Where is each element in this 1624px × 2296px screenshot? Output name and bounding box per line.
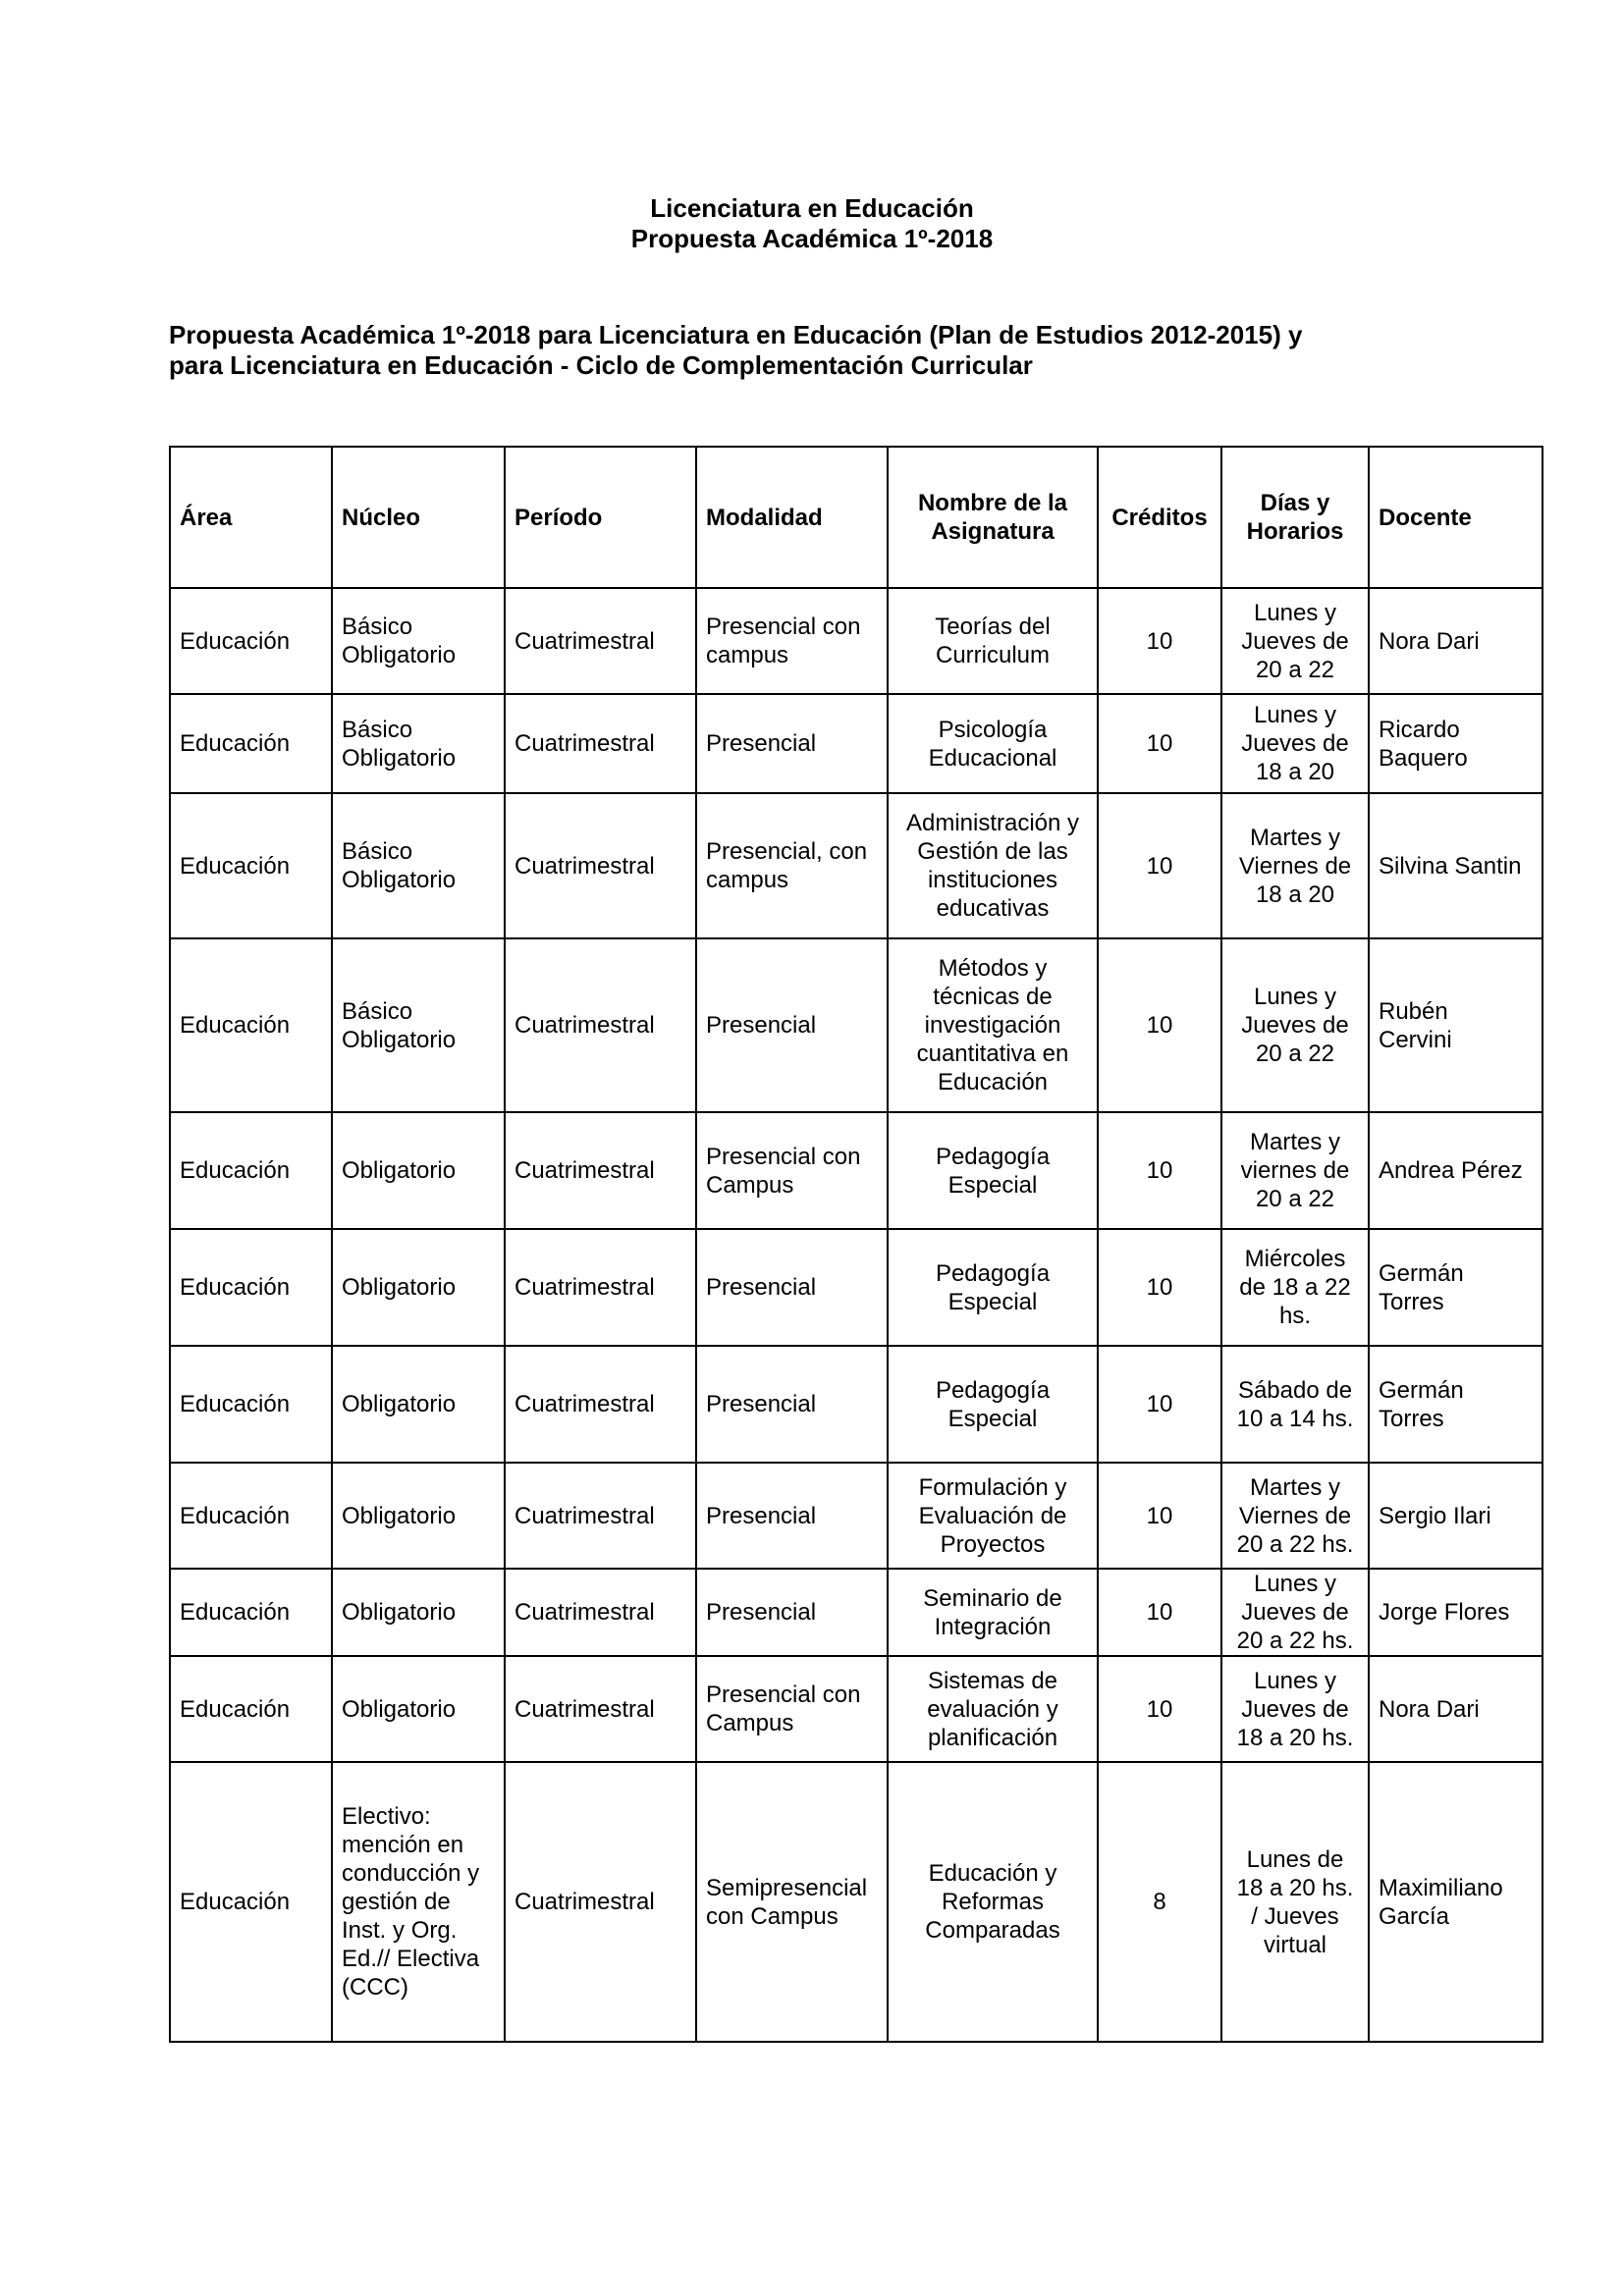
cell-line: Cuatrimestral bbox=[514, 1889, 655, 1915]
cell-line: Lunes y bbox=[1253, 1571, 1337, 1597]
cell-area bbox=[170, 1346, 332, 1463]
cell-line: Pedagogía bbox=[935, 1143, 1051, 1170]
cell-horarios bbox=[1221, 1656, 1369, 1762]
column-header-modalidad bbox=[696, 447, 888, 588]
cell-line: Gestión de las bbox=[917, 838, 1068, 865]
cell-line: 10 bbox=[1146, 730, 1173, 757]
cell-line: Germán bbox=[1379, 1259, 1464, 1287]
cell-horarios bbox=[1221, 1229, 1369, 1346]
cell-line: Básico bbox=[342, 614, 413, 640]
cell-line: Seminario de bbox=[923, 1584, 1062, 1612]
cell-line: Semipresencial bbox=[706, 1874, 868, 1901]
cell-creditos bbox=[1098, 1346, 1221, 1463]
column-header-docente bbox=[1369, 447, 1543, 588]
cell-nucleo bbox=[332, 1229, 505, 1346]
cell-modalidad bbox=[696, 1229, 888, 1346]
cell-creditos bbox=[1098, 694, 1221, 793]
cell-line: Especial bbox=[947, 1171, 1038, 1199]
cell-line: Cuatrimestral bbox=[514, 1599, 655, 1626]
cell-line: Lunes de bbox=[1246, 1845, 1344, 1873]
cell-line: Presencial bbox=[706, 1502, 817, 1529]
cell-horarios bbox=[1221, 1463, 1369, 1569]
cell-line: Torres bbox=[1379, 1405, 1444, 1432]
cell-line: Educación bbox=[180, 1599, 291, 1626]
document-subtitle bbox=[169, 320, 1445, 381]
cell-line: Educación bbox=[180, 1502, 291, 1529]
cell-line: 10 bbox=[1146, 1502, 1173, 1529]
cell-line: Lunes y bbox=[1253, 984, 1337, 1010]
cell-line: Proyectos bbox=[940, 1530, 1046, 1558]
cell-line: Educación bbox=[180, 852, 291, 880]
cell-line: Torres bbox=[1379, 1288, 1444, 1315]
cell-line: Métodos y bbox=[938, 955, 1048, 982]
cell-line: Lunes y bbox=[1253, 1667, 1337, 1694]
cell-line: educativas bbox=[936, 895, 1050, 922]
cell-docente bbox=[1369, 1112, 1543, 1229]
cell-line: Especial bbox=[947, 1405, 1038, 1432]
cell-asignatura bbox=[888, 793, 1098, 938]
cell-line: García bbox=[1379, 1902, 1450, 1930]
column-header-nucleo bbox=[332, 447, 505, 588]
cell-periodo bbox=[505, 1656, 696, 1762]
column-header-label: Área bbox=[180, 504, 233, 531]
cell-asignatura bbox=[888, 938, 1098, 1112]
cell-line: técnicas de bbox=[933, 984, 1053, 1010]
cell-line: Reformas bbox=[941, 1889, 1045, 1915]
cell-docente bbox=[1369, 938, 1543, 1112]
cell-line: 20 a 22 bbox=[1255, 1041, 1335, 1067]
cell-line: Pedagogía bbox=[935, 1259, 1051, 1287]
cell-periodo bbox=[505, 1112, 696, 1229]
column-header-area bbox=[170, 447, 332, 588]
cell-line: Básico bbox=[342, 838, 413, 865]
cell-line: gestión de bbox=[342, 1889, 451, 1915]
cell-line: Jueves de bbox=[1241, 627, 1349, 655]
cell-area bbox=[170, 1112, 332, 1229]
cell-line: Obligatorio bbox=[342, 1502, 457, 1529]
cell-line: Evaluación de bbox=[918, 1502, 1067, 1529]
cell-line: Lunes y bbox=[1253, 702, 1337, 728]
cell-modalidad bbox=[696, 1463, 888, 1569]
cell-line: Psicología bbox=[938, 716, 1048, 743]
cell-modalidad bbox=[696, 588, 888, 694]
cell-nucleo bbox=[332, 1656, 505, 1762]
cell-area bbox=[170, 938, 332, 1112]
cell-horarios bbox=[1221, 1112, 1369, 1229]
cell-line: 8 bbox=[1153, 1889, 1166, 1915]
cell-line: Presencial bbox=[706, 1599, 817, 1626]
cell-line: Cuatrimestral bbox=[514, 1695, 655, 1723]
cell-line: Presencial bbox=[706, 1012, 817, 1039]
cell-line: Comparadas bbox=[925, 1917, 1060, 1944]
cell-nucleo bbox=[332, 1112, 505, 1229]
cell-line: Educación bbox=[180, 1157, 291, 1184]
cell-line: hs. bbox=[1278, 1303, 1311, 1329]
cell-line: Formulación y bbox=[918, 1473, 1067, 1501]
cell-line: Jueves de bbox=[1241, 1695, 1349, 1723]
cell-line: 10 bbox=[1146, 1391, 1173, 1417]
cell-horarios bbox=[1221, 588, 1369, 694]
column-header-label: Período bbox=[514, 504, 603, 531]
cell-line: Ed.// Electiva bbox=[342, 1946, 480, 1972]
cell-line: Inst. y Org. bbox=[342, 1917, 458, 1944]
column-header-horarios bbox=[1221, 447, 1369, 588]
cell-line: cuantitativa en bbox=[916, 1041, 1069, 1067]
cell-modalidad bbox=[696, 694, 888, 793]
column-header-asignatura bbox=[888, 447, 1098, 588]
cell-modalidad bbox=[696, 1762, 888, 2042]
cell-line: Obligatorio bbox=[342, 1026, 457, 1053]
cell-line: de 18 a 22 bbox=[1239, 1274, 1351, 1301]
cell-line: Germán bbox=[1379, 1376, 1464, 1404]
cell-nucleo bbox=[332, 588, 505, 694]
cell-line: con Campus bbox=[706, 1902, 839, 1930]
cell-periodo bbox=[505, 793, 696, 938]
cell-line: Presencial con bbox=[706, 614, 861, 640]
cell-line: 10 bbox=[1146, 1695, 1173, 1723]
cell-creditos bbox=[1098, 1569, 1221, 1656]
title-line-2: Propuesta Académica 1º-2018 bbox=[630, 224, 994, 253]
cell-line: Presencial, con bbox=[706, 838, 868, 865]
cell-line: Obligatorio bbox=[342, 744, 457, 772]
cell-line: Básico bbox=[342, 997, 413, 1025]
column-header-label: Asignatura bbox=[931, 518, 1055, 545]
cell-line: Jueves de bbox=[1241, 730, 1349, 757]
cell-area bbox=[170, 1656, 332, 1762]
cell-line: 10 a 14 hs. bbox=[1236, 1405, 1354, 1432]
cell-line: Educacional bbox=[928, 744, 1057, 772]
course-table bbox=[169, 446, 1543, 2043]
cell-periodo bbox=[505, 1346, 696, 1463]
cell-line: campus bbox=[706, 867, 789, 893]
cell-creditos bbox=[1098, 1112, 1221, 1229]
cell-line: Jueves de bbox=[1241, 1599, 1349, 1626]
cell-line: Viernes de bbox=[1238, 852, 1352, 880]
table-row bbox=[170, 1463, 1543, 1569]
cell-line: Presencial con bbox=[706, 1143, 861, 1170]
cell-modalidad bbox=[696, 793, 888, 938]
cell-horarios bbox=[1221, 793, 1369, 938]
cell-creditos bbox=[1098, 1762, 1221, 2042]
cell-creditos bbox=[1098, 1656, 1221, 1762]
cell-line: Martes y bbox=[1249, 1473, 1340, 1501]
cell-line: Educación y bbox=[928, 1860, 1057, 1887]
cell-line: Silvina Santin bbox=[1379, 852, 1522, 880]
cell-line: Electivo: bbox=[342, 1803, 431, 1830]
table-row bbox=[170, 938, 1543, 1112]
cell-area bbox=[170, 588, 332, 694]
cell-line: Maximiliano bbox=[1379, 1874, 1503, 1901]
cell-line: Andrea Pérez bbox=[1379, 1157, 1523, 1184]
cell-line: Obligatorio bbox=[342, 642, 457, 668]
cell-asignatura bbox=[888, 1463, 1098, 1569]
column-header-label: Créditos bbox=[1111, 504, 1208, 531]
column-header-label: Modalidad bbox=[706, 504, 823, 531]
cell-line: mención en bbox=[342, 1832, 464, 1858]
cell-line: investigación bbox=[924, 1012, 1061, 1039]
cell-nucleo bbox=[332, 938, 505, 1112]
table-row bbox=[170, 588, 1543, 694]
table-row bbox=[170, 1656, 1543, 1762]
column-header-label: Nombre de la bbox=[917, 490, 1068, 516]
cell-asignatura bbox=[888, 1762, 1098, 2042]
document-title bbox=[0, 193, 1624, 254]
table-row bbox=[170, 1569, 1543, 1656]
cell-line: Rubén bbox=[1379, 997, 1448, 1025]
cell-periodo bbox=[505, 694, 696, 793]
cell-line: Cuatrimestral bbox=[514, 730, 655, 757]
cell-line: Básico bbox=[342, 716, 413, 743]
cell-periodo bbox=[505, 1229, 696, 1346]
cell-line: Martes y bbox=[1249, 824, 1340, 851]
cell-asignatura bbox=[888, 1346, 1098, 1463]
table-row bbox=[170, 1229, 1543, 1346]
cell-line: 20 a 22 bbox=[1255, 656, 1335, 683]
cell-line: Educación bbox=[180, 1889, 291, 1915]
cell-docente bbox=[1369, 1656, 1543, 1762]
cell-line: Obligatorio bbox=[342, 1599, 457, 1626]
cell-asignatura bbox=[888, 1229, 1098, 1346]
cell-line: 20 a 22 bbox=[1255, 1186, 1335, 1212]
cell-docente bbox=[1369, 793, 1543, 938]
column-header-label: Horarios bbox=[1246, 518, 1344, 545]
cell-line: Sergio Ilari bbox=[1379, 1502, 1491, 1529]
cell-horarios bbox=[1221, 1569, 1369, 1656]
cell-horarios bbox=[1221, 1346, 1369, 1463]
table-header-row bbox=[170, 447, 1543, 588]
cell-nucleo bbox=[332, 793, 505, 938]
cell-docente bbox=[1369, 694, 1543, 793]
cell-line: (CCC) bbox=[342, 1974, 408, 2001]
cell-docente bbox=[1369, 1569, 1543, 1656]
cell-line: Curriculum bbox=[935, 642, 1050, 668]
table-row bbox=[170, 1346, 1543, 1463]
cell-area bbox=[170, 1463, 332, 1569]
cell-line: Pedagogía bbox=[935, 1376, 1051, 1404]
cell-line: Educación bbox=[180, 1274, 291, 1301]
cell-line: 18 a 20 bbox=[1255, 759, 1335, 785]
cell-modalidad bbox=[696, 1112, 888, 1229]
cell-line: Cuatrimestral bbox=[514, 1157, 655, 1184]
cell-line: 10 bbox=[1146, 1274, 1173, 1301]
cell-horarios bbox=[1221, 938, 1369, 1112]
cell-line: viernes de bbox=[1240, 1157, 1350, 1184]
cell-line: virtual bbox=[1263, 1931, 1327, 1958]
cell-asignatura bbox=[888, 694, 1098, 793]
cell-creditos bbox=[1098, 793, 1221, 938]
cell-line: Nora Dari bbox=[1379, 1695, 1480, 1723]
cell-line: Presencial bbox=[706, 730, 817, 757]
cell-nucleo bbox=[332, 694, 505, 793]
cell-periodo bbox=[505, 588, 696, 694]
cell-line: Campus bbox=[706, 1710, 794, 1736]
cell-line: Cuatrimestral bbox=[514, 1012, 655, 1039]
cell-line: Miércoles bbox=[1244, 1246, 1346, 1272]
subtitle-line-1: Propuesta Académica 1º-2018 para Licenciatura en Educación (Plan de Estudios 2012-2015) y bbox=[169, 320, 1303, 349]
cell-line: planificación bbox=[927, 1724, 1058, 1751]
cell-line: campus bbox=[706, 642, 789, 668]
cell-area bbox=[170, 694, 332, 793]
cell-modalidad bbox=[696, 1346, 888, 1463]
cell-line: Nora Dari bbox=[1379, 627, 1480, 655]
cell-line: Obligatorio bbox=[342, 1274, 457, 1301]
cell-creditos bbox=[1098, 1229, 1221, 1346]
cell-asignatura bbox=[888, 1656, 1098, 1762]
cell-creditos bbox=[1098, 588, 1221, 694]
cell-line: / Jueves bbox=[1251, 1902, 1339, 1930]
cell-line: Presencial con bbox=[706, 1682, 861, 1708]
cell-line: Martes y bbox=[1249, 1129, 1340, 1155]
cell-line: Administración y bbox=[905, 810, 1080, 836]
table-row bbox=[170, 1762, 1543, 2042]
cell-docente bbox=[1369, 1346, 1543, 1463]
cell-nucleo bbox=[332, 1762, 505, 2042]
cell-line: Educación bbox=[180, 1695, 291, 1723]
cell-asignatura bbox=[888, 1112, 1098, 1229]
cell-area bbox=[170, 1762, 332, 2042]
cell-docente bbox=[1369, 1463, 1543, 1569]
table-body bbox=[170, 588, 1543, 2042]
cell-line: Cuatrimestral bbox=[514, 1391, 655, 1417]
cell-line: Cuatrimestral bbox=[514, 1502, 655, 1529]
cell-line: 10 bbox=[1146, 852, 1173, 880]
cell-line: Integración bbox=[934, 1613, 1052, 1640]
cell-creditos bbox=[1098, 1463, 1221, 1569]
cell-periodo bbox=[505, 1463, 696, 1569]
cell-line: Sábado de bbox=[1237, 1376, 1353, 1404]
cell-area bbox=[170, 1229, 332, 1346]
column-header-label: Núcleo bbox=[342, 504, 421, 531]
cell-periodo bbox=[505, 1762, 696, 2042]
cell-line: Teorías del bbox=[935, 614, 1051, 640]
cell-line: Educación bbox=[180, 1391, 291, 1417]
cell-nucleo bbox=[332, 1569, 505, 1656]
cell-line: 10 bbox=[1146, 1599, 1173, 1626]
cell-line: Obligatorio bbox=[342, 1695, 457, 1723]
cell-modalidad bbox=[696, 938, 888, 1112]
cell-modalidad bbox=[696, 1656, 888, 1762]
cell-asignatura bbox=[888, 1569, 1098, 1656]
cell-line: 18 a 20 bbox=[1255, 881, 1335, 908]
title-line-1: Licenciatura en Educación bbox=[650, 193, 974, 223]
cell-line: 18 a 20 hs. bbox=[1236, 1874, 1354, 1901]
cell-line: Lunes y bbox=[1253, 599, 1337, 626]
cell-modalidad bbox=[696, 1569, 888, 1656]
cell-periodo bbox=[505, 1569, 696, 1656]
column-header-periodo bbox=[505, 447, 696, 588]
column-header-label: Docente bbox=[1379, 504, 1472, 531]
cell-line: Cuatrimestral bbox=[514, 627, 655, 655]
cell-line: Educación bbox=[180, 1012, 291, 1039]
cell-line: Presencial bbox=[706, 1274, 817, 1301]
cell-area bbox=[170, 793, 332, 938]
cell-area bbox=[170, 1569, 332, 1656]
column-header-label: Días y bbox=[1260, 490, 1330, 516]
cell-line: 18 a 20 hs. bbox=[1236, 1724, 1354, 1751]
cell-line: Obligatorio bbox=[342, 1391, 457, 1417]
cell-line: 20 a 22 hs. bbox=[1236, 1530, 1354, 1558]
cell-docente bbox=[1369, 1229, 1543, 1346]
cell-line: Cervini bbox=[1379, 1026, 1452, 1053]
cell-line: 20 a 22 hs. bbox=[1236, 1628, 1354, 1654]
cell-nucleo bbox=[332, 1463, 505, 1569]
cell-line: Viernes de bbox=[1238, 1502, 1352, 1529]
cell-line: 10 bbox=[1146, 627, 1173, 655]
cell-line: Jorge Flores bbox=[1379, 1599, 1510, 1626]
cell-line: 10 bbox=[1146, 1157, 1173, 1184]
table-row bbox=[170, 793, 1543, 938]
cell-line: Educación bbox=[937, 1069, 1049, 1095]
subtitle-line-2: para Licenciatura en Educación - Ciclo de Complementación Curricular bbox=[169, 350, 1033, 380]
cell-line: Campus bbox=[706, 1171, 794, 1199]
cell-line: Obligatorio bbox=[342, 1157, 457, 1184]
cell-line: Especial bbox=[947, 1288, 1038, 1315]
cell-line: Cuatrimestral bbox=[514, 852, 655, 880]
column-header-creditos bbox=[1098, 447, 1221, 588]
cell-line: Cuatrimestral bbox=[514, 1274, 655, 1301]
cell-line: Educación bbox=[180, 730, 291, 757]
cell-line: Educación bbox=[180, 627, 291, 655]
cell-creditos bbox=[1098, 938, 1221, 1112]
cell-line: evaluación y bbox=[927, 1695, 1058, 1723]
cell-docente bbox=[1369, 588, 1543, 694]
cell-line: Presencial bbox=[706, 1391, 817, 1417]
cell-horarios bbox=[1221, 694, 1369, 793]
table-row bbox=[170, 1112, 1543, 1229]
cell-asignatura bbox=[888, 588, 1098, 694]
cell-line: conducción y bbox=[342, 1860, 480, 1887]
cell-line: Obligatorio bbox=[342, 867, 457, 893]
cell-line: Jueves de bbox=[1241, 1012, 1349, 1039]
cell-line: Ricardo bbox=[1379, 716, 1460, 743]
cell-line: Baquero bbox=[1379, 744, 1468, 772]
table-row bbox=[170, 694, 1543, 793]
cell-line: instituciones bbox=[927, 867, 1058, 893]
cell-horarios bbox=[1221, 1762, 1369, 2042]
cell-periodo bbox=[505, 938, 696, 1112]
cell-line: Sistemas de bbox=[927, 1667, 1058, 1694]
cell-line: 10 bbox=[1146, 1012, 1173, 1039]
cell-nucleo bbox=[332, 1346, 505, 1463]
cell-docente bbox=[1369, 1762, 1543, 2042]
